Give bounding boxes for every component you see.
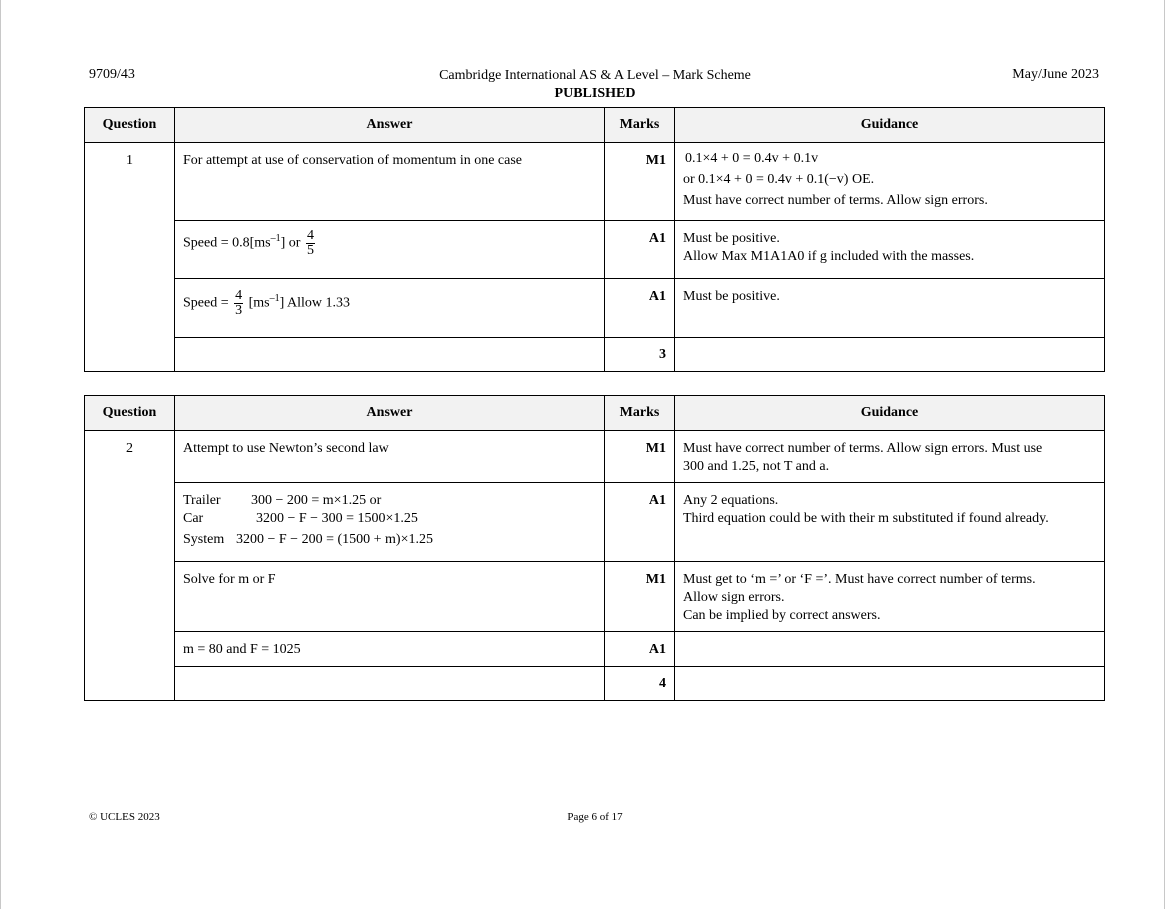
col-marks: Marks — [605, 396, 675, 431]
answer-cell-empty — [175, 338, 605, 372]
equation-label: Car — [183, 511, 204, 526]
guidance-cell — [675, 483, 1105, 562]
fraction — [234, 289, 243, 318]
equation: 3200 − F − 300 = 1500×1.25 — [256, 511, 418, 526]
total-marks: 3 — [605, 338, 675, 372]
answer-text: ] Allow 1.33 — [279, 295, 350, 311]
guidance-cell — [675, 279, 1105, 338]
answer-cell — [175, 279, 605, 338]
table-row — [85, 562, 1105, 632]
guidance-cell-empty — [675, 632, 1105, 667]
guidance-line: 0.1×4 + 0 = 0.4v + 0.1v — [685, 151, 819, 166]
copyright: © UCLES 2023 — [89, 811, 160, 823]
title-text: Cambridge International AS & A Level – Mark Scheme — [439, 68, 751, 83]
exam-session: May/June 2023 — [1012, 67, 1099, 82]
guidance-line: Must have correct number of terms. Allow sign errors. Must use — [683, 441, 1043, 456]
answer-cell: For attempt at use of conservation of momentum in one case — [175, 143, 605, 221]
guidance-line: Must be positive. — [683, 289, 780, 304]
guidance-line: Must get to ‘m =’ or ‘F =’. Must have correct number of terms. — [683, 572, 1036, 587]
col-guidance: Guidance — [675, 108, 1105, 143]
page-edge-left — [0, 0, 1, 909]
answer-text: Speed = 0.8[ms — [183, 235, 271, 251]
guidance-line: or 0.1×4 + 0 = 0.4v + 0.1(−v) OE. — [683, 172, 875, 187]
mark-cell: A1 — [605, 279, 675, 338]
equation-line — [183, 492, 596, 510]
mark-cell: A1 — [605, 221, 675, 279]
table-header-row — [85, 396, 1105, 431]
table-row — [85, 483, 1105, 562]
answer-cell: Solve for m or F — [175, 562, 605, 632]
fraction — [306, 229, 315, 258]
table-row — [85, 143, 1105, 221]
guidance-line: Must have correct number of terms. Allow sign errors. — [683, 193, 988, 208]
equation-line — [183, 531, 596, 549]
mark-scheme-table-q1 — [84, 107, 1105, 372]
guidance-cell — [675, 221, 1105, 279]
equation: 300 − 200 = m×1.25 or — [251, 493, 382, 508]
fraction-denominator: 3 — [235, 303, 243, 318]
answer-cell: Attempt to use Newton’s second law — [175, 431, 605, 483]
answer-text: Speed = — [183, 295, 233, 311]
mark-cell: A1 — [605, 632, 675, 667]
guidance-cell — [675, 431, 1105, 483]
paper-code: 9709/43 — [89, 67, 135, 82]
table-row — [85, 221, 1105, 279]
answer-cell — [175, 221, 605, 279]
mark-cell: A1 — [605, 483, 675, 562]
answer-text: [ms — [245, 295, 270, 311]
table-row — [85, 279, 1105, 338]
total-row — [85, 338, 1105, 372]
answer-cell — [175, 483, 605, 562]
mark-cell: M1 — [605, 431, 675, 483]
table-row — [85, 632, 1105, 667]
question-number: 1 — [85, 143, 175, 372]
answer-cell: m = 80 and F = 1025 — [175, 632, 605, 667]
col-marks: Marks — [605, 108, 675, 143]
published-label: PUBLISHED — [554, 86, 636, 101]
guidance-cell-empty — [675, 667, 1105, 701]
total-row — [85, 667, 1105, 701]
page-number: Page 6 of 17 — [567, 811, 623, 823]
col-question: Question — [85, 396, 175, 431]
guidance-cell — [675, 562, 1105, 632]
mark-cell: M1 — [605, 143, 675, 221]
guidance-line: Allow sign errors. — [683, 590, 785, 605]
answer-text: ] or — [280, 235, 304, 251]
unit-exponent: –1 — [269, 293, 280, 305]
guidance-line: Any 2 equations. — [683, 493, 779, 508]
col-answer: Answer — [175, 396, 605, 431]
mark-scheme-table-q2 — [84, 395, 1105, 701]
table-row — [85, 431, 1105, 483]
guidance-line: 300 and 1.25, not T and a. — [683, 459, 830, 474]
mark-cell: M1 — [605, 562, 675, 632]
col-question: Question — [85, 108, 175, 143]
total-marks: 4 — [605, 667, 675, 701]
guidance-line: Can be implied by correct answers. — [683, 608, 881, 623]
guidance-cell — [675, 143, 1105, 221]
unit-exponent: –1 — [270, 233, 281, 245]
guidance-line: Third equation could be with their m substituted if found already. — [683, 511, 1049, 526]
col-guidance: Guidance — [675, 396, 1105, 431]
guidance-cell-empty — [675, 338, 1105, 372]
equation-label: System — [183, 532, 225, 547]
fraction-denominator: 5 — [306, 243, 314, 258]
equation-label: Trailer — [183, 493, 221, 508]
fraction-numerator: 4 — [235, 288, 243, 303]
table-header-row — [85, 108, 1105, 143]
guidance-line: Must be positive. — [683, 231, 780, 246]
question-number: 2 — [85, 431, 175, 701]
fraction-numerator: 4 — [306, 228, 314, 243]
answer-cell-empty — [175, 667, 605, 701]
col-answer: Answer — [175, 108, 605, 143]
guidance-line: Allow Max M1A1A0 if g included with the masses. — [683, 249, 975, 264]
equation-line — [183, 510, 596, 528]
equation: 3200 − F − 200 = (1500 + m)×1.25 — [236, 532, 433, 547]
document-title — [395, 67, 795, 103]
